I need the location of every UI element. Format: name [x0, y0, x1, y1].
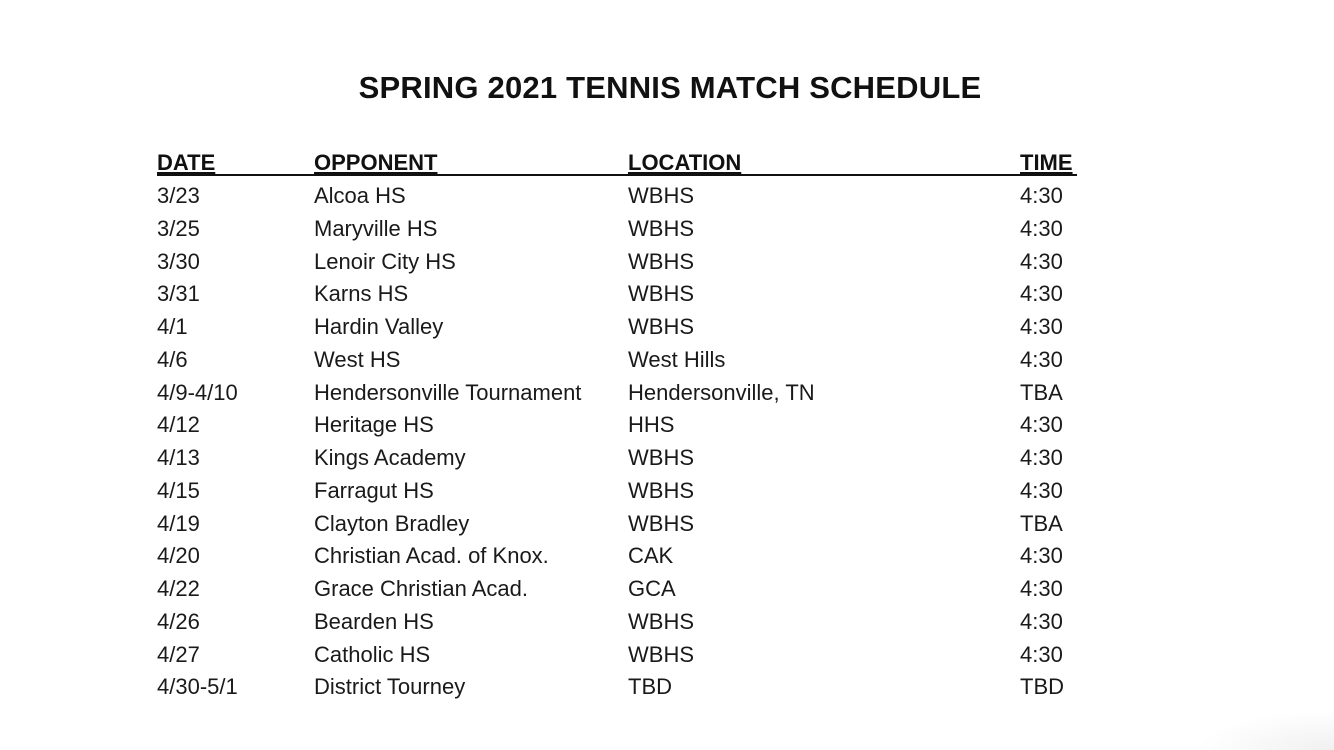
- table-body: [157, 176, 1077, 700]
- cell-time: 4:30: [1020, 477, 1063, 503]
- header-opponent: OPPONENT: [314, 150, 438, 175]
- cell-opponent: Catholic HS: [314, 641, 431, 667]
- cell-date: 4/6: [157, 346, 188, 372]
- cell-opponent: Clayton Bradley: [314, 510, 470, 536]
- cell-date: 4/26: [157, 608, 200, 634]
- cell-location: West Hills: [628, 346, 726, 372]
- cell-opponent: Hendersonville Tournament: [314, 379, 582, 405]
- cell-location: WBHS: [628, 183, 694, 208]
- cell-location: WBHS: [628, 477, 694, 503]
- table-row: [157, 340, 1077, 373]
- cell-time: 4:30: [1020, 248, 1063, 274]
- cell-location: TBD: [628, 674, 672, 700]
- header-location: LOCATION: [628, 150, 742, 175]
- cell-date: 4/12: [157, 412, 200, 438]
- cell-date: 4/27: [157, 641, 200, 667]
- cell-date: 4/30-5/1: [157, 674, 238, 700]
- cell-opponent: Hardin Valley: [314, 314, 444, 339]
- cell-opponent: Karns HS: [314, 281, 409, 307]
- cell-time: 4:30: [1020, 346, 1063, 372]
- table-row: [157, 209, 1077, 242]
- cell-time: 4:30: [1020, 445, 1063, 470]
- table-header: [157, 148, 1077, 176]
- table-row: [157, 471, 1077, 504]
- cell-opponent: Christian Acad. of Knox.: [314, 543, 549, 569]
- cell-location: HHS: [628, 412, 675, 438]
- header-time: TIME: [1020, 150, 1073, 175]
- cell-location: Hendersonville, TN: [628, 379, 815, 405]
- cell-opponent: West HS: [314, 346, 401, 372]
- page-title: SPRING 2021 TENNIS MATCH SCHEDULE: [358, 70, 982, 105]
- cell-opponent: Bearden HS: [314, 608, 434, 634]
- table-row: [157, 373, 1077, 406]
- cell-location: WBHS: [628, 510, 694, 536]
- cell-opponent: Grace Christian Acad.: [314, 576, 528, 601]
- cell-date: 3/30: [157, 248, 200, 274]
- cell-time: 4:30: [1020, 641, 1063, 667]
- cell-time: 4:30: [1020, 412, 1063, 438]
- cell-opponent: Maryville HS: [314, 215, 438, 241]
- cell-date: 3/25: [157, 215, 200, 241]
- page-corner-shadow: [1194, 710, 1334, 750]
- cell-location: WBHS: [628, 445, 694, 470]
- cell-opponent: Alcoa HS: [314, 183, 406, 208]
- cell-opponent: Lenoir City HS: [314, 248, 456, 274]
- table-row: [157, 602, 1077, 635]
- cell-location: WBHS: [628, 215, 694, 241]
- table-row: [157, 242, 1077, 275]
- schedule-table: [157, 148, 1077, 700]
- table-row: [157, 569, 1077, 602]
- cell-time: TBA: [1020, 510, 1063, 536]
- cell-date: 4/15: [157, 477, 200, 503]
- cell-time: 4:30: [1020, 576, 1063, 601]
- cell-location: WBHS: [628, 641, 694, 667]
- cell-date: 4/22: [157, 576, 200, 601]
- header-date: DATE: [157, 150, 216, 175]
- cell-opponent: Kings Academy: [314, 445, 466, 470]
- table-row: [157, 504, 1077, 537]
- cell-time: 4:30: [1020, 314, 1063, 339]
- cell-opponent: Farragut HS: [314, 477, 434, 503]
- table-row: [157, 635, 1077, 668]
- cell-time: 4:30: [1020, 215, 1063, 241]
- cell-date: 4/1: [157, 314, 188, 339]
- cell-opponent: Heritage HS: [314, 412, 434, 438]
- cell-time: TBD: [1020, 674, 1064, 700]
- cell-date: 4/20: [157, 543, 200, 569]
- table-row: [157, 405, 1077, 438]
- cell-time: 4:30: [1020, 543, 1063, 569]
- cell-time: 4:30: [1020, 281, 1063, 307]
- cell-location: CAK: [628, 543, 674, 569]
- cell-location: WBHS: [628, 248, 694, 274]
- cell-location: GCA: [628, 576, 676, 601]
- table-row: [157, 667, 1077, 700]
- table-row: [157, 307, 1077, 340]
- cell-date: 4/13: [157, 445, 200, 470]
- cell-time: 4:30: [1020, 608, 1063, 634]
- cell-time: TBA: [1020, 379, 1063, 405]
- cell-opponent: District Tourney: [314, 674, 466, 700]
- table-row: [157, 536, 1077, 569]
- cell-location: WBHS: [628, 314, 694, 339]
- cell-location: WBHS: [628, 281, 694, 307]
- cell-location: WBHS: [628, 608, 694, 634]
- cell-date: 3/31: [157, 281, 200, 307]
- cell-date: 4/9-4/10: [157, 379, 238, 405]
- table-row: [157, 274, 1077, 307]
- cell-date: 4/19: [157, 510, 200, 536]
- cell-date: 3/23: [157, 183, 200, 208]
- table-row: [157, 438, 1077, 471]
- cell-time: 4:30: [1020, 183, 1063, 208]
- table-row: [157, 176, 1077, 209]
